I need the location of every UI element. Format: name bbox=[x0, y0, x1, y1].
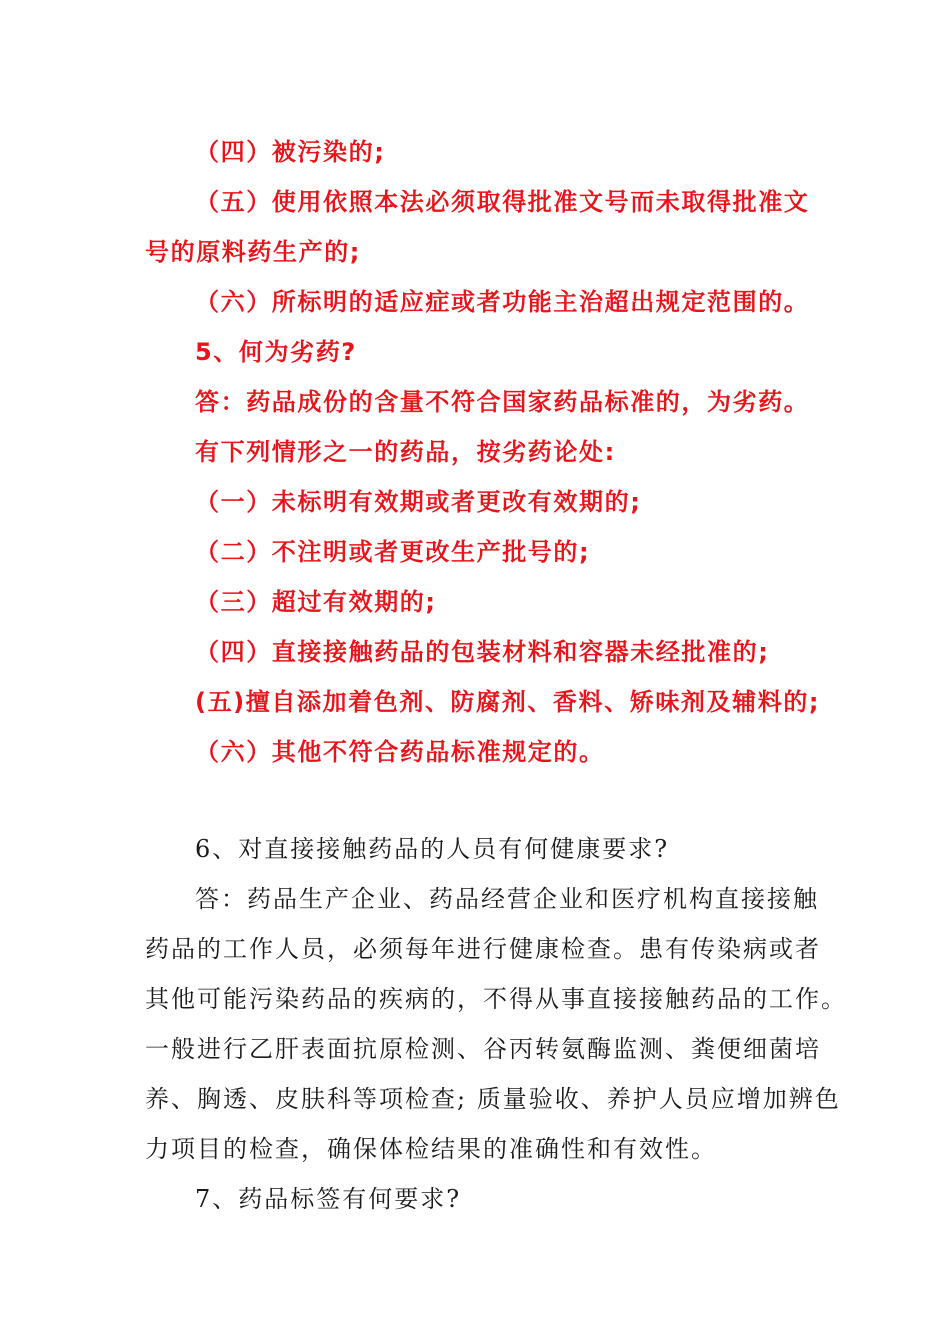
question-6-heading: 6、对直接接触药品的人员有何健康要求? bbox=[195, 835, 670, 863]
answer-6-line-2: 药品的工作人员，必须每年进行健康检查。患有传染病或者 bbox=[145, 935, 821, 963]
answer-6-line-1: 答：药品生产企业、药品经营企业和医疗机构直接接触 bbox=[195, 885, 819, 913]
red-line-8: （一）未标明有效期或者更改有效期的; bbox=[195, 488, 642, 516]
red-line-2: （五）使用依照本法必须取得批准文号而未取得批准文 bbox=[195, 188, 810, 216]
red-line-7: 有下列情形之一的药品，按劣药论处: bbox=[195, 438, 616, 466]
red-line-6: 答：药品成份的含量不符合国家药品标准的，为劣药。 bbox=[195, 388, 810, 416]
red-line-3: 号的原料药生产的; bbox=[145, 238, 361, 266]
question-7-heading: 7、药品标签有何要求? bbox=[195, 1185, 462, 1213]
red-line-10: （三）超过有效期的; bbox=[195, 588, 437, 616]
red-line-1: （四）被污染的; bbox=[195, 138, 386, 166]
red-line-9: （二）不注明或者更改生产批号的; bbox=[195, 538, 591, 566]
answer-6-line-6: 力项目的检查，确保体检结果的准确性和有效性。 bbox=[145, 1135, 717, 1163]
red-line-4: （六）所标明的适应症或者功能主治超出规定范围的。 bbox=[195, 288, 810, 316]
answer-6-line-5: 养、胸透、皮肤科等项检查; 质量验收、养护人员应增加辨色 bbox=[145, 1085, 841, 1113]
answer-6-line-3: 其他可能污染药品的疾病的，不得从事直接接触药品的工作。 bbox=[145, 985, 847, 1013]
red-line-11: （四）直接接触药品的包装材料和容器未经批准的; bbox=[195, 638, 770, 666]
red-line-12: (五)擅自添加着色剂、防腐剂、香料、矫味剂及辅料的; bbox=[195, 688, 821, 716]
question-5-heading: 5、何为劣药? bbox=[195, 338, 357, 366]
answer-6-line-4: 一般进行乙肝表面抗原检测、谷丙转氨酶监测、粪便细菌培 bbox=[145, 1035, 821, 1063]
red-line-13: （六）其他不符合药品标准规定的。 bbox=[195, 738, 605, 766]
